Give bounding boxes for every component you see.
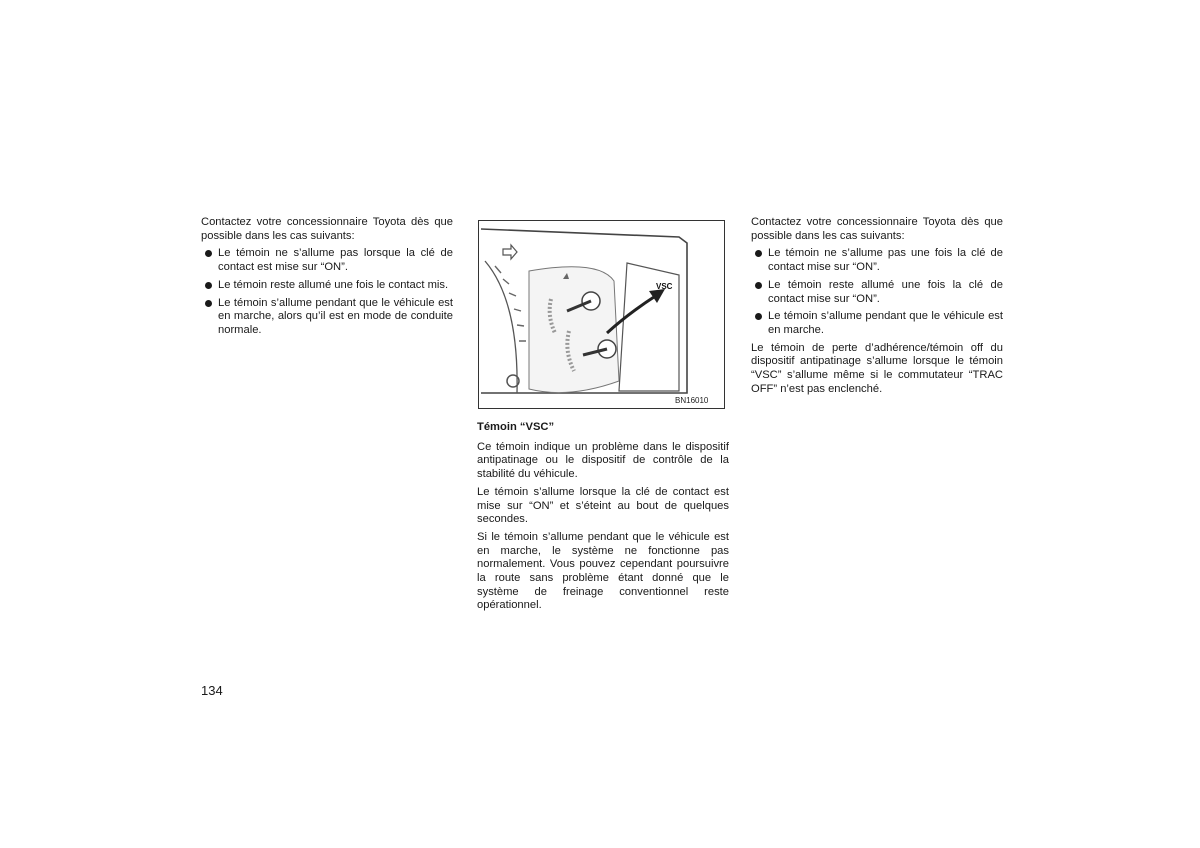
- list-item: [751, 279, 1003, 306]
- list-item-text: Le témoin reste allumé une fois la clé de contact mise sur “ON”.: [768, 278, 1003, 305]
- paragraph: Le témoin s’allume lorsque la clé de contact est mise sur “ON” et s’éteint au bout de quelques secondes.: [477, 485, 729, 526]
- bullet-dot-icon: [755, 313, 762, 320]
- instrument-cluster-figure: [478, 220, 725, 409]
- bullet-dot-icon: [755, 250, 762, 257]
- center-gauge-housing: [529, 267, 619, 393]
- list-item: [751, 247, 1003, 274]
- middle-column: [477, 421, 729, 617]
- right-bullet-list: [751, 247, 1003, 337]
- list-item-text: Le témoin s’allume pendant que le véhicule est en marche, alors qu’il est en mode de conduite normale.: [218, 296, 453, 336]
- list-item-text: Le témoin s’allume pendant que le véhicule est en marche.: [768, 310, 1003, 336]
- turn-signal-icon: [503, 245, 517, 259]
- vsc-warning-label: VSC: [656, 282, 673, 291]
- list-item-text: Le témoin ne s’allume pas lorsque la clé de contact est mise sur “ON”.: [218, 247, 453, 274]
- left-intro: Contactez votre concessionnaire Toyota dès que possible dans les cas suivants:: [201, 216, 453, 242]
- list-item: [751, 310, 1003, 337]
- bullet-dot-icon: [205, 282, 212, 289]
- left-bullet-list: [201, 247, 453, 337]
- right-intro: Contactez votre concessionnaire Toyota dès que possible dans les cas suivants:: [751, 216, 1003, 242]
- pointer-arrow-head-icon: [649, 289, 665, 303]
- instrument-cluster-illustration: [479, 221, 724, 408]
- left-column: [201, 216, 453, 342]
- list-item-text: Le témoin reste allumé une fois le contact mis.: [218, 278, 449, 291]
- closing-paragraph: Le témoin de perte d’adhérence/témoin off du dispositif antipatinage s’allume lorsque le témoin “VSC” s’allume même si le commutateur “TRAC OFF” n’est pas enclenché.: [751, 341, 1003, 395]
- bullet-dot-icon: [755, 282, 762, 289]
- list-item: [201, 247, 453, 274]
- paragraph: Ce témoin indique un problème dans le dispositif antipatinage ou le dispositif de contrôle de la stabilité du véhicule.: [477, 440, 729, 481]
- bullet-dot-icon: [205, 250, 212, 257]
- speedometer-ticks: [495, 266, 526, 341]
- list-item: [201, 279, 453, 293]
- list-item-text: Le témoin ne s’allume pas une fois la clé de contact mise sur “ON”.: [768, 247, 1003, 274]
- page-number: 134: [201, 683, 223, 698]
- speedometer-arc: [485, 261, 517, 393]
- section-heading: Témoin “VSC”: [477, 421, 555, 433]
- paragraph: Si le témoin s’allume pendant que le véhicule est en marche, le système ne fonctionne pas normalement. Vous pouvez cependant poursuivre la route sans problème étant donné que le système de freinage conventionnel reste opérationnel.: [477, 530, 729, 612]
- figure-code: BN16010: [675, 396, 709, 405]
- right-column: [751, 216, 1003, 400]
- bullet-dot-icon: [205, 300, 212, 307]
- list-item: [201, 297, 453, 338]
